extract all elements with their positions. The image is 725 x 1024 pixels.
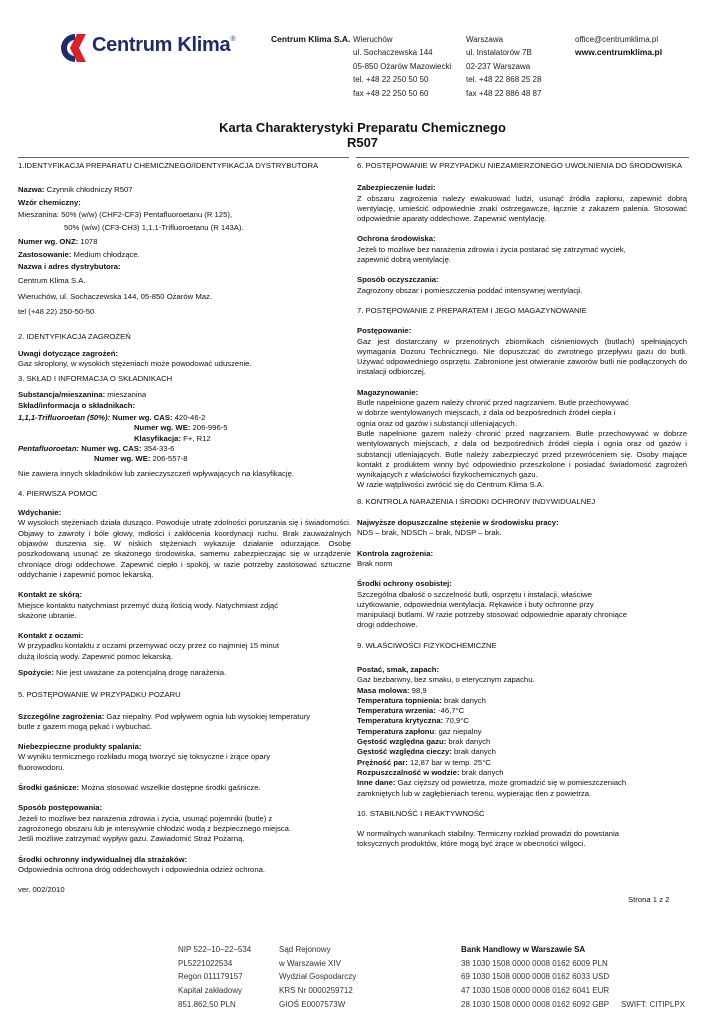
property-row (357, 737, 687, 747)
other-data-line1: Gaz cięższy od powietrza, może gromadzić się w pomieszczeniach (395, 778, 627, 788)
company-name: Centrum Klima S.A. (271, 34, 351, 44)
stability-line1: W normalnych warunkach stabilny. Termiczny rozkład prowadzi do powstania (357, 829, 620, 839)
company-logo (59, 32, 93, 64)
ppe-line1: Szczególna dbałość o szczelność butli, osprzętu i instalacji, właściwe (357, 589, 593, 599)
exposure-limit-label: Najwyższe dopuszczalne stężenie w środowisku pracy: (357, 518, 559, 528)
property-row (357, 696, 687, 706)
onz-value: 1078 (78, 237, 98, 247)
people-protection-label: Zabezpieczenie ludzi: (357, 183, 436, 193)
component2-cas-label: Numer wg. CAS: (79, 443, 142, 453)
office1-fax: fax +48 22 250 50 60 (353, 88, 429, 98)
footer-vat: PL5221022534 (178, 958, 233, 968)
title-line2: R507 (346, 134, 379, 150)
component2-we (18, 454, 351, 464)
ingestion-label: Spożycie: (18, 667, 54, 677)
footer-regon: Regon 011179157 (178, 972, 243, 982)
section6-heading: 6. POSTĘPOWANIE W PRZYPADKU NIEZAMIERZONEGO UWOLNIENIA DO ŚRODOWISKA (357, 161, 683, 170)
special-hazards-label: Szczególne zagrożenia: (18, 711, 105, 721)
component1-cas-label: Numer wg. CAS: (110, 413, 173, 423)
ppe-label: Środki ochrony osobistej: (357, 579, 452, 589)
property-value: 70,9°C (443, 716, 469, 726)
usage-row (18, 250, 351, 260)
storage-label: Magazynowanie: (357, 387, 419, 397)
footer-court-division: Wydział Gospodarczy (279, 972, 357, 982)
name-value: Czynnik chłodniczy R507 (44, 185, 133, 195)
special-hazards-line1: Gaz niepalny. Pod wpływem ognia lub wysokiej temperatury (104, 711, 311, 721)
distributor-address: Wieruchów, ul. Sochaczewska 144, 05-850 Ożarów Maz. (18, 291, 212, 301)
storage-line2: w dobrze wentylowanych miejscach, z dala od bezpośrednich źródeł ciepła i (357, 408, 616, 418)
extinguishing-value: Można stosować wszelkie dostępne środki gaśnicze. (79, 783, 261, 793)
skin-contact-label: Kontakt ze skórą: (18, 590, 83, 600)
header-office2 (466, 33, 541, 100)
header-company (271, 33, 350, 46)
hazards-label: Uwagi dotyczące zagrożeń: (18, 348, 118, 358)
other-data-row (357, 778, 687, 788)
section8-heading: 8. KONTROLA NARAŻENIA I ŚRODKI OCHRONY INDYWIDUALNEJ (357, 496, 596, 506)
property-value: 12,87 bar w temp. 25°C (407, 757, 491, 767)
distributor-label: Nazwa i adres dystrybutora: (18, 262, 121, 272)
footer-capital-value: 851.862,50 PLN (178, 999, 236, 1009)
component2-cas (18, 444, 351, 454)
section2-heading: 2. IDENTYFIKACJA ZAGROŻEŃ (18, 332, 131, 342)
formula-label: Wzór chemiczny: (18, 197, 81, 207)
office2-street: ul. Instalatorów 7B (466, 48, 532, 58)
document-title (0, 121, 725, 150)
title-line1: Karta Charakterystyki Preparatu Chemicznego (219, 120, 506, 135)
footer-account-gbp: 28 1030 1508 0000 0008 0162 6092 GBP (461, 999, 610, 1009)
logo-text: Centrum Klima® (92, 34, 236, 56)
combustion-products-label: Niebezpieczne produkty spalania: (18, 742, 142, 752)
special-hazards-row (18, 712, 351, 722)
property-row (357, 758, 687, 768)
inhalation-label: Wdychanie: (18, 508, 62, 518)
distributor-name: Centrum Klima S.A. (18, 276, 86, 286)
extinguishing-label: Środki gaśnicze: (18, 783, 80, 793)
hazard-control-label: Kontrola zagrożenia: (357, 548, 434, 558)
office1-street: ul. Sochaczewska 144 (353, 48, 433, 58)
component1-we-value: 206-996-5 (190, 423, 228, 433)
storage-text: Butle napełnione gazem należy chronić przed nagrzaniem. Butle przechowywać w dobrze wentylowanych miejscach, z dala od bezpośrednich źródeł ciepła i ognia oraz od gazów i substancji utleniających. Butle należy zabezpieczyć przed przewróceniem się. Osoby mające kontakt z produktem winny być odpowiednio przeszkolone i posiadać świadomość zagrożeń wynikających z właściwości fizykochemicznych gazu. (357, 428, 687, 480)
eye-contact-line1: W przypadku kontaktu z oczami przemywać oczy przez co najmniej 15 minut (18, 641, 280, 651)
footer-court-name: Sąd Rejonowy (279, 945, 331, 954)
footer-swift: SWIFT: CITIPLPX (621, 1000, 686, 1009)
storage-line1: Butle napełnione gazem należy chronić przed nagrzaniem. Butle przechowywać (357, 398, 629, 408)
handling-label: Postępowanie: (357, 326, 412, 336)
office2-fax: fax +48 22 886 48 87 (466, 88, 542, 98)
section1-heading: 1.IDENTYFIKACJA PREPARATU CHEMICZNEGO/IDENTYFIKACJA DYSTRYBUTORA (18, 161, 319, 170)
property-value: brak danych (451, 747, 496, 757)
footer-krs: KRS Nr 0000259712 (279, 986, 353, 996)
appearance-label: Postać, smak, zapach: (357, 664, 440, 674)
hazard-control-value: Brak norm (357, 558, 393, 568)
extinguishing-row (18, 783, 351, 793)
special-hazards-line2: butle z gazem mogą pękać i wybuchać. (18, 721, 153, 731)
property-label: Rozpuszczalność w wodzie: (357, 767, 460, 777)
cleanup-label: Sposób oczyszczania: (357, 275, 439, 285)
ingestion-value: Nie jest uważane za potencjalną drogę narażenia. (53, 667, 227, 677)
property-row (357, 716, 687, 726)
section10-heading: 10. STABILNOŚĆ I REAKTYWNOŚĆ (357, 808, 485, 818)
property-value: 98,9 (409, 685, 427, 695)
office1-tel: tel. +48 22 250 50 50 (353, 75, 429, 85)
ppe-line2: użytkowanie, odpowiednia wentylacja. Rękawice i buty ochronne przy (357, 599, 594, 609)
onz-row (18, 237, 351, 247)
footer-nip: NIP 522–10–22–534 (178, 945, 252, 954)
eye-contact-label: Kontakt z oczami: (18, 631, 84, 641)
header-contact (575, 33, 662, 60)
property-value: brak danych (459, 767, 504, 777)
footer-bank-name: Bank Handlowy w Warszawie SA (461, 945, 586, 954)
property-row (357, 768, 687, 778)
substance-label: Substancja/mieszanina: (18, 390, 106, 400)
footer-bank (461, 943, 609, 1012)
firefighter-protection-label: Środki ochronny indywidualnej dla strażaków: (18, 854, 188, 864)
footer-court-city: w Warszawie XIV (279, 958, 341, 968)
website-link[interactable]: www.centrumklima.pl (575, 47, 663, 58)
footer-company-ids (178, 943, 251, 1012)
people-protection-text: Z obszaru zagrożenia należy ewakuować ludzi, usunąć źródła zapłonu, zapewnić dobrą wentylację, umieścić odpowiednie znaki ostrzegawcze, łącznie z zakazem palenia. Stosować odpowiednie aparaty oddechowe. Zapewnić wentylację. (357, 193, 687, 224)
property-label: Temperatura wrzenia: (357, 706, 436, 716)
no-other-components: Nie zawiera innych składników lub zanieczyszczeń wpływających na klasyfikację. (18, 468, 295, 478)
section3-heading: 3. SKŁAD I INFORMACJA O SKŁADNIKACH (18, 374, 173, 384)
property-label: Prężność par: (357, 757, 408, 767)
component2-cas-value: 354-33-6 (141, 443, 175, 453)
footer-capital-label: Kapitał zakładowy (178, 986, 243, 996)
property-label: Temperatura zapłonu (357, 726, 435, 736)
handling-text: Gaz jest dostarczany w przenośnych zbiornikach ciśnieniowych (butlach) spełniających wymagania Dozoru Technicznego. Nie dopuszczać do zwrotnego przepływu gazu do butli. Używać odpowiedniego osprzętu. Zabronione jest otwieranie zaworów butli nie podłączonych do instalacji odbiorczej. (357, 336, 687, 377)
procedure-line3: Jeśli możliwe zatrzymać wypływ gazu. Zawiadomić Straż Pożarną. (18, 834, 245, 844)
combustion-products-line1: W wyniku termicznego rozkładu mogą tworzyć się toksyczne i żrące opary (18, 752, 271, 762)
usage-value: Medium chłodzące. (71, 249, 140, 259)
email-link[interactable]: office@centrumklima.pl (575, 35, 659, 44)
cleanup-text: Zagrożony obszar i pomieszczenia poddać intensywnej wentylacji. (357, 285, 583, 295)
property-row (357, 686, 687, 696)
substance-value: mieszanina (105, 390, 147, 400)
divider-right (356, 157, 689, 158)
footer-account-eur: 47 1030 1508 0000 0008 0162 6041 EUR (461, 986, 610, 996)
property-value: brak danych (441, 695, 486, 705)
page-number: Strona 1 z 2 (628, 895, 670, 904)
left-column (18, 161, 351, 895)
section5-heading: 5. POSTĘPOWANIE W PRZYPADKU POŻARU (18, 690, 181, 700)
footer-court (279, 943, 356, 1012)
logo-mark-icon (59, 32, 93, 64)
other-data-label: Inne dane: (357, 778, 396, 788)
divider-left (18, 157, 349, 158)
environment-protection-label: Ochrona środowiska: (357, 234, 436, 244)
component2-we-value: 206-557-8 (150, 454, 188, 464)
exposure-limit-value: NDS – brak, NDSCh – brak, NDSP – brak. (357, 528, 502, 538)
office1-postal: 05-850 Ożarów Mazowiecki (353, 61, 452, 71)
version-text: ver. 002/2010 (18, 885, 65, 895)
section9-heading: 9. WŁAŚCIWOŚCI FIZYKOCHEMICZNE (357, 640, 497, 650)
office2-postal: 02-237 Warszawa (466, 61, 531, 71)
component1-we (18, 423, 351, 433)
inhalation-text: W wysokich stężeniach działa dusząco. Powoduje utratę zdolności poruszania się i świadomości. Objawy to zawroty i bóle głowy, mdłości i zakłócenia koordynacji ruchu. Brak zauważalnych objawów duszenia się. W niskich stężeniach wykazuje działanie odurzające. Osobę poszkodowaną usunąć ze skażonego środowiska, samemu zabezpieczając się w urządzenie chroniące drogi oddechowe. Zapewnić ciepło i spokój, w razie potrzeby zastosować sztuczne oddychanie i zapewnić pomoc lekarską. (18, 518, 351, 579)
mixture-line2: 50% (w/w) (CF3-CH3) 1,1,1-Trifluoroetanu (R 143A). (64, 223, 244, 233)
procedure-line2: zagrożonego obszaru lub je intensywnie chłodzić wodą z bezpiecznego miejsca. (18, 823, 292, 833)
name-label: Nazwa: (18, 185, 45, 195)
onz-label: Numer wg. ONZ: (18, 237, 79, 247)
office2-tel: tel. +48 22 868 25 28 (466, 75, 542, 85)
office2-city: Warszawa (466, 35, 504, 44)
substance-row (18, 390, 351, 400)
component2-name: Pentafluoroetan: (18, 443, 80, 453)
section4-heading: 4. PIERWSZA POMOC (18, 488, 98, 498)
appearance-value: Gaz bezbarwny, bez smaku, o eterycznym zapachu. (357, 675, 535, 685)
component1-class (18, 434, 351, 444)
skin-contact-line1: Miejsce kontaktu natychmiast przemyć dużą ilością wody. Natychmiast zdjąć (18, 600, 279, 610)
footer-gios: GIOŚ E0007573W (279, 999, 346, 1009)
storage-contact: W razie wątpliwości zwrócić się do Centrum Klima S.A. (357, 480, 545, 490)
ingestion-row (18, 668, 351, 678)
header-office1 (353, 33, 451, 100)
property-row (357, 727, 687, 737)
property-value: : gaz niepalny (434, 726, 482, 736)
component1-class-value: F+, R12 (181, 433, 211, 443)
footer-account-usd: 69 1030 1508 0000 0008 0162 6033 USD (461, 972, 610, 982)
component1-cas (18, 413, 351, 423)
footer-account-pln: 38 1030 1508 0000 0008 0162 6009 PLN (461, 958, 608, 968)
name-row (18, 185, 351, 195)
stability-line2: toksycznych produktów, które mogą być żrące w obecności wilgoci. (357, 839, 586, 849)
hazards-text: Gaz skroplony, w wysokich stężeniach może powodować uduszenie. (18, 358, 252, 368)
environment-protection-line2: zapewnić dobrą wentylację. (357, 255, 452, 265)
component1-name: 1,1,1-Trifluoroetan (50%): (18, 413, 111, 423)
other-data-line2: zamkniętych lub w zagłębieniach terenu, wypierając tlen z powietrza. (357, 788, 592, 798)
procedure-label: Sposób postępowania: (18, 803, 103, 813)
composition-label: Skład/informacja o składnikach: (18, 400, 136, 410)
component2-we-label: Numer wg. WE: (94, 454, 151, 464)
mixture-line1: Mieszanina: 50% (w/w) (CHF2-CF3) Pentafluoroetanu (R 125), (18, 209, 233, 219)
property-label: Temperatura krytyczna: (357, 716, 444, 726)
property-label: Gęstość względna cieczy: (357, 747, 452, 757)
property-label: Gęstość względna gazu: (357, 737, 447, 747)
distributor-phone: tel (+48 22) 250-50-50 (18, 306, 95, 316)
component1-class-label: Klasyfikacja: (134, 433, 182, 443)
environment-protection-line1: Jeżeli to możliwe bez narażenia zdrowia i życia postarać się zatrzymać wyciek, (357, 244, 626, 254)
property-row (357, 747, 687, 757)
section7-heading: 7. POSTĘPOWANIE Z PREPARATEM I JEGO MAGAZYNOWANIE (357, 305, 587, 315)
component1-cas-value: 420-46-2 (172, 413, 206, 423)
firefighter-protection-text: Odpowiednia ochrona dróg oddechowych i odpowiednia odzież ochrona. (18, 864, 266, 874)
office1-city: Wieruchów (353, 35, 393, 44)
property-value: brak danych (446, 737, 491, 747)
combustion-products-line2: fluorowodoru. (18, 762, 65, 772)
ppe-line3: manipulacji butlami. W razie potrzeby stosować odpowiednie aparaty chroniące (357, 610, 628, 620)
ppe-line4: drogi oddechowe. (357, 620, 418, 630)
storage-line3: ognia oraz od gazów i substancji utleniających. (357, 418, 517, 428)
property-label: Masa molowa: (357, 685, 410, 695)
usage-label: Zastosowanie: (18, 249, 72, 259)
skin-contact-line2: skażone ubranie. (18, 610, 77, 620)
property-label: Temperatura topnienia: (357, 695, 442, 705)
procedure-line1: Jeżeli to możliwe bez narażenia zdrowia i życia, usunąć pojemniki (butle) z (18, 813, 273, 823)
property-row (357, 706, 687, 716)
property-value: -46,7°C (435, 706, 465, 716)
eye-contact-line2: dużą ilością wody. Zapewnić pomoc lekarską. (18, 651, 173, 661)
right-column (357, 161, 687, 850)
component1-we-label: Numer wg. WE: (134, 423, 191, 433)
